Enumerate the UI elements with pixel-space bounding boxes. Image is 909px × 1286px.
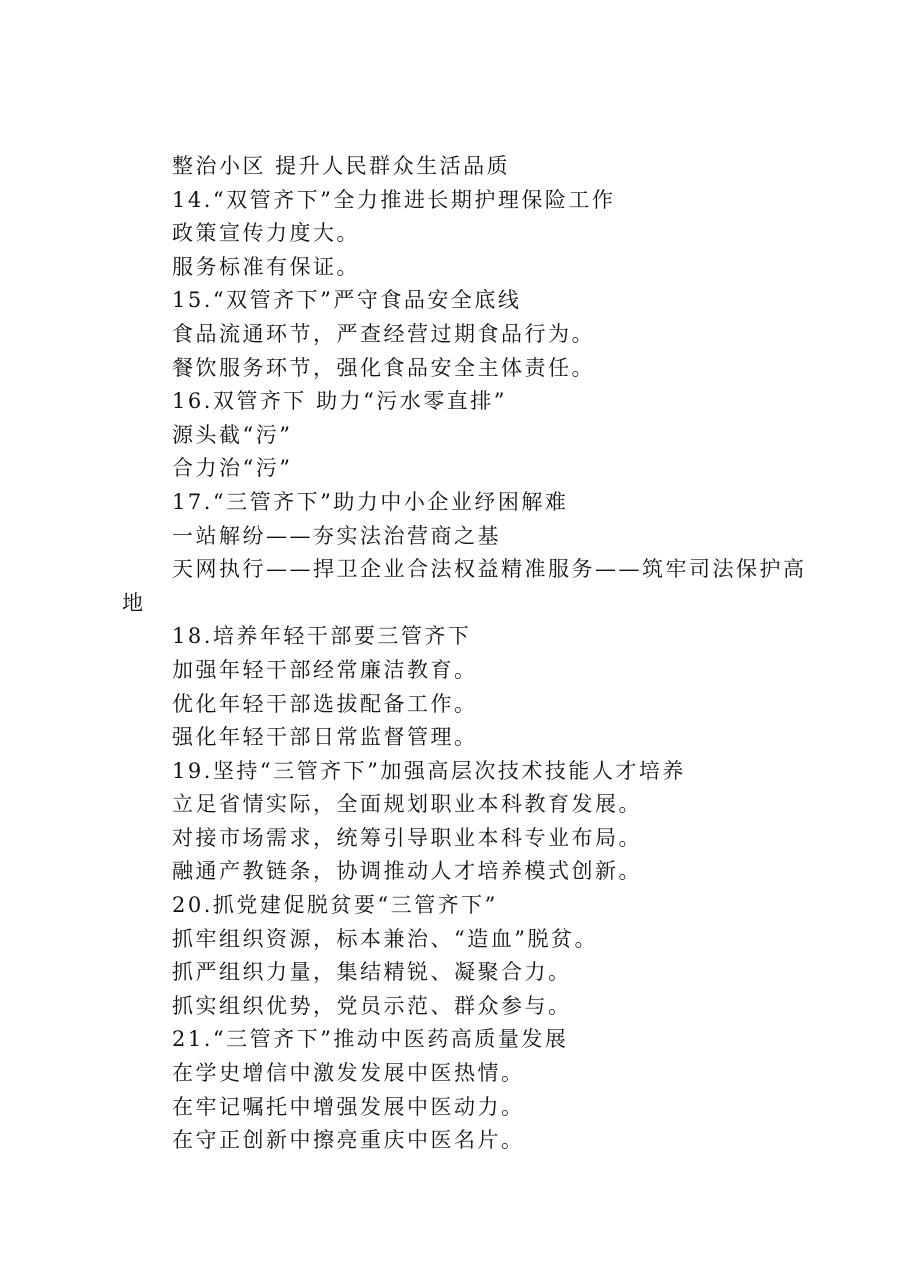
text-line: 服务标准有保证。	[172, 254, 360, 279]
text-line: 强化年轻干部日常监督管理。	[172, 725, 478, 750]
text-line: 整治小区 提升人民群众生活品质	[172, 154, 511, 178]
document-body	[122, 150, 822, 1158]
section-heading-14: 14.“双管齐下”全力推进长期护理保险工作	[172, 187, 616, 212]
text-line: 对接市场需求，统筹引导职业本科专业布局。	[172, 825, 642, 850]
text-line: 食品流通环节，严查经营过期食品行为。	[172, 321, 595, 346]
text-line: 加强年轻干部经常廉洁教育。	[172, 657, 478, 682]
section-heading-15: 15.“双管齐下”严守食品安全底线	[172, 288, 522, 313]
section-heading-18: 18.培养年轻干部要三管齐下	[172, 624, 472, 649]
text-line: 抓严组织力量，集结精锐、凝聚合力。	[172, 960, 572, 985]
text-line-wrapped: 天网执行——捍卫企业合法权益精准服务——筑牢司法保护高地	[122, 557, 807, 615]
text-line: 立足省情实际，全面规划职业本科教育发展。	[172, 792, 642, 817]
text-line: 餐饮服务环节，强化食品安全主体责任。	[172, 355, 595, 380]
text-line: 优化年轻干部选拔配备工作。	[172, 691, 478, 716]
text-line: 融通产教链条，协调推动人才培养模式创新。	[172, 859, 642, 884]
section-heading-16: 16.双管齐下 助力“污水零直排”	[172, 389, 508, 414]
text-line: 在学史增信中激发发展中医热情。	[172, 1061, 525, 1086]
text-line: 合力治“污”	[172, 456, 293, 481]
section-heading-21: 21.“三管齐下”推动中医药高质量发展	[172, 1027, 569, 1052]
text-line: 在牢记嘱托中增强发展中医动力。	[172, 1094, 525, 1119]
text-line: 源头截“污”	[172, 422, 293, 447]
text-line: 抓实组织优势，党员示范、群众参与。	[172, 993, 572, 1018]
section-heading-19: 19.坚持“三管齐下”加强高层次技术技能人才培养	[172, 758, 686, 783]
text-line: 政策宣传力度大。	[172, 221, 360, 246]
section-heading-17: 17.“三管齐下”助力中小企业纾困解难	[172, 489, 569, 514]
text-line: 在守正创新中擦亮重庆中医名片。	[172, 1128, 525, 1153]
section-heading-20: 20.抓党建促脱贫要“三管齐下”	[172, 893, 498, 918]
text-line: 抓牢组织资源，标本兼治、“造血”脱贫。	[172, 926, 598, 951]
text-line: 一站解纷——夯实法治营商之基	[172, 523, 501, 548]
